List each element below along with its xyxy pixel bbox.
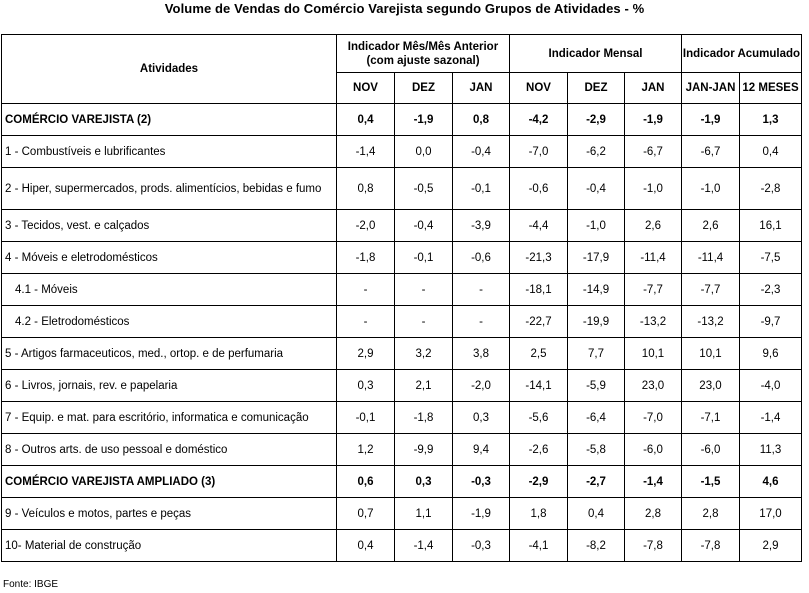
table-row xyxy=(2,466,802,498)
cell-value: -6,0 xyxy=(625,434,682,466)
cell-value: -2,6 xyxy=(510,434,568,466)
cell-value: -2,0 xyxy=(453,370,510,402)
cell-value: 2,8 xyxy=(625,498,682,530)
cell-value: -0,3 xyxy=(453,530,510,562)
cell-value: -6,7 xyxy=(625,136,682,168)
cell-value: -13,2 xyxy=(625,306,682,338)
cell-value: -1,5 xyxy=(682,466,740,498)
cell-value: - xyxy=(337,306,395,338)
row-label: 9 - Veículos e motos, partes e peças xyxy=(2,498,337,530)
cell-value: -7,7 xyxy=(625,274,682,306)
table-row xyxy=(2,306,802,338)
cell-value: -22,7 xyxy=(510,306,568,338)
cell-value: 7,7 xyxy=(568,338,625,370)
subheader-nov: NOV xyxy=(510,73,568,104)
cell-value: -0,4 xyxy=(453,136,510,168)
row-label: 1 - Combustíveis e lubrificantes xyxy=(2,136,337,168)
cell-value: 0,4 xyxy=(337,530,395,562)
cell-value: -11,4 xyxy=(682,242,740,274)
cell-value: -9,7 xyxy=(740,306,802,338)
cell-value: 1,1 xyxy=(395,498,453,530)
cell-value: -14,1 xyxy=(510,370,568,402)
table-row xyxy=(2,338,802,370)
cell-value: 2,9 xyxy=(337,338,395,370)
row-label: 6 - Livros, jornais, rev. e papelaria xyxy=(2,370,337,402)
table-row xyxy=(2,136,802,168)
row-label: COMÉRCIO VAREJISTA AMPLIADO (3) xyxy=(2,466,337,498)
cell-value: -9,9 xyxy=(395,434,453,466)
cell-value: -6,0 xyxy=(682,434,740,466)
cell-value: -0,6 xyxy=(510,168,568,210)
cell-value: -0,3 xyxy=(453,466,510,498)
cell-value: 2,6 xyxy=(625,210,682,242)
cell-value: -1,4 xyxy=(625,466,682,498)
header-group-mes-anterior: Indicador Mês/Mês Anterior (com ajuste sazonal) xyxy=(337,35,510,73)
cell-value: 17,0 xyxy=(740,498,802,530)
cell-value: 4,6 xyxy=(740,466,802,498)
cell-value: 1,2 xyxy=(337,434,395,466)
cell-value: -5,9 xyxy=(568,370,625,402)
cell-value: -6,4 xyxy=(568,402,625,434)
cell-value: -0,5 xyxy=(395,168,453,210)
cell-value: 2,1 xyxy=(395,370,453,402)
cell-value: 0,3 xyxy=(453,402,510,434)
cell-value: -7,5 xyxy=(740,242,802,274)
cell-value: 0,0 xyxy=(395,136,453,168)
cell-value: 9,4 xyxy=(453,434,510,466)
cell-value: -1,9 xyxy=(682,104,740,136)
header-group-acumulado: Indicador Acumulado xyxy=(682,35,802,73)
table-row xyxy=(2,210,802,242)
row-label: 7 - Equip. e mat. para escritório, informatica e comunicação xyxy=(2,402,337,434)
cell-value: -19,9 xyxy=(568,306,625,338)
cell-value: -2,9 xyxy=(568,104,625,136)
cell-value: -7,7 xyxy=(682,274,740,306)
cell-value: -5,6 xyxy=(510,402,568,434)
table-row xyxy=(2,104,802,136)
subheader-nov: NOV xyxy=(337,73,395,104)
cell-value: -7,8 xyxy=(682,530,740,562)
cell-value: -0,1 xyxy=(453,168,510,210)
table-row xyxy=(2,498,802,530)
table-row xyxy=(2,370,802,402)
cell-value: -1,4 xyxy=(395,530,453,562)
cell-value: 1,3 xyxy=(740,104,802,136)
row-label: 2 - Hiper, supermercados, prods. alimentícios, bebidas e fumo xyxy=(2,168,337,210)
cell-value: -6,2 xyxy=(568,136,625,168)
row-label: 4.1 - Móveis xyxy=(2,274,337,306)
cell-value: 23,0 xyxy=(682,370,740,402)
subheader-12-meses: 12 MESES xyxy=(740,73,802,104)
cell-value: -4,2 xyxy=(510,104,568,136)
cell-value: - xyxy=(395,274,453,306)
cell-value: 2,9 xyxy=(740,530,802,562)
cell-value: -14,9 xyxy=(568,274,625,306)
cell-value: -1,8 xyxy=(395,402,453,434)
subheader-dez: DEZ xyxy=(568,73,625,104)
row-label: COMÉRCIO VAREJISTA (2) xyxy=(2,104,337,136)
cell-value: 11,3 xyxy=(740,434,802,466)
cell-value: -1,4 xyxy=(337,136,395,168)
cell-value: 0,4 xyxy=(337,104,395,136)
table-row xyxy=(2,242,802,274)
cell-value: -1,0 xyxy=(625,168,682,210)
header-group-mensal: Indicador Mensal xyxy=(510,35,682,73)
cell-value: -2,9 xyxy=(510,466,568,498)
cell-value: -1,0 xyxy=(568,210,625,242)
cell-value: -11,4 xyxy=(625,242,682,274)
table-row xyxy=(2,402,802,434)
row-label: 3 - Tecidos, vest. e calçados xyxy=(2,210,337,242)
cell-value: 0,4 xyxy=(568,498,625,530)
cell-value: 10,1 xyxy=(625,338,682,370)
table-row xyxy=(2,434,802,466)
cell-value: -2,0 xyxy=(337,210,395,242)
cell-value: -7,8 xyxy=(625,530,682,562)
cell-value: - xyxy=(453,274,510,306)
cell-value: 0,6 xyxy=(337,466,395,498)
cell-value: 3,2 xyxy=(395,338,453,370)
source-note: Fonte: IBGE xyxy=(3,579,59,590)
cell-value: -1,0 xyxy=(682,168,740,210)
cell-value: -21,3 xyxy=(510,242,568,274)
cell-value: -1,9 xyxy=(625,104,682,136)
cell-value: 0,3 xyxy=(395,466,453,498)
cell-value: 0,8 xyxy=(453,104,510,136)
cell-value: 10,1 xyxy=(682,338,740,370)
cell-value: -18,1 xyxy=(510,274,568,306)
header-atividades: Atividades xyxy=(2,35,337,104)
cell-value: 2,6 xyxy=(682,210,740,242)
cell-value: -1,4 xyxy=(740,402,802,434)
table-title: Volume de Vendas do Comércio Varejista segundo Grupos de Atividades - % xyxy=(164,1,645,16)
cell-value: 0,4 xyxy=(740,136,802,168)
cell-value: - xyxy=(395,306,453,338)
cell-value: -0,4 xyxy=(395,210,453,242)
cell-value: -7,1 xyxy=(682,402,740,434)
cell-value: - xyxy=(337,274,395,306)
cell-value: -7,0 xyxy=(625,402,682,434)
cell-value: -0,4 xyxy=(568,168,625,210)
cell-value: -2,8 xyxy=(740,168,802,210)
cell-value: 2,8 xyxy=(682,498,740,530)
row-label: 8 - Outros arts. de uso pessoal e doméstico xyxy=(2,434,337,466)
cell-value: -4,4 xyxy=(510,210,568,242)
subheader-jan: JAN xyxy=(453,73,510,104)
cell-value: 0,7 xyxy=(337,498,395,530)
cell-value: -4,0 xyxy=(740,370,802,402)
row-label: 4 - Móveis e eletrodomésticos xyxy=(2,242,337,274)
table-row xyxy=(2,274,802,306)
cell-value: -1,9 xyxy=(395,104,453,136)
subheader-jan: JAN xyxy=(625,73,682,104)
row-label: 10- Material de construção xyxy=(2,530,337,562)
cell-value: 2,5 xyxy=(510,338,568,370)
cell-value: 0,3 xyxy=(337,370,395,402)
cell-value: -0,1 xyxy=(395,242,453,274)
subheader-dez: DEZ xyxy=(395,73,453,104)
cell-value: -17,9 xyxy=(568,242,625,274)
cell-value: 3,8 xyxy=(453,338,510,370)
cell-value: 23,0 xyxy=(625,370,682,402)
cell-value: -7,0 xyxy=(510,136,568,168)
cell-value: -3,9 xyxy=(453,210,510,242)
cell-value: -13,2 xyxy=(682,306,740,338)
cell-value: -1,8 xyxy=(337,242,395,274)
subheader-jan-jan: JAN-JAN xyxy=(682,73,740,104)
row-label: 5 - Artigos farmaceuticos, med., ortop. e de perfumaria xyxy=(2,338,337,370)
cell-value: -0,6 xyxy=(453,242,510,274)
row-label: 4.2 - Eletrodomésticos xyxy=(2,306,337,338)
cell-value: -5,8 xyxy=(568,434,625,466)
table-row xyxy=(2,168,802,210)
cell-value: 0,8 xyxy=(337,168,395,210)
cell-value: 9,6 xyxy=(740,338,802,370)
cell-value: -6,7 xyxy=(682,136,740,168)
cell-value: 16,1 xyxy=(740,210,802,242)
cell-value: -1,9 xyxy=(453,498,510,530)
cell-value: -2,3 xyxy=(740,274,802,306)
sales-volume-table xyxy=(1,34,802,562)
cell-value: -0,1 xyxy=(337,402,395,434)
cell-value: -2,7 xyxy=(568,466,625,498)
cell-value: -8,2 xyxy=(568,530,625,562)
cell-value: 1,8 xyxy=(510,498,568,530)
cell-value: - xyxy=(453,306,510,338)
table-row xyxy=(2,530,802,562)
cell-value: -4,1 xyxy=(510,530,568,562)
